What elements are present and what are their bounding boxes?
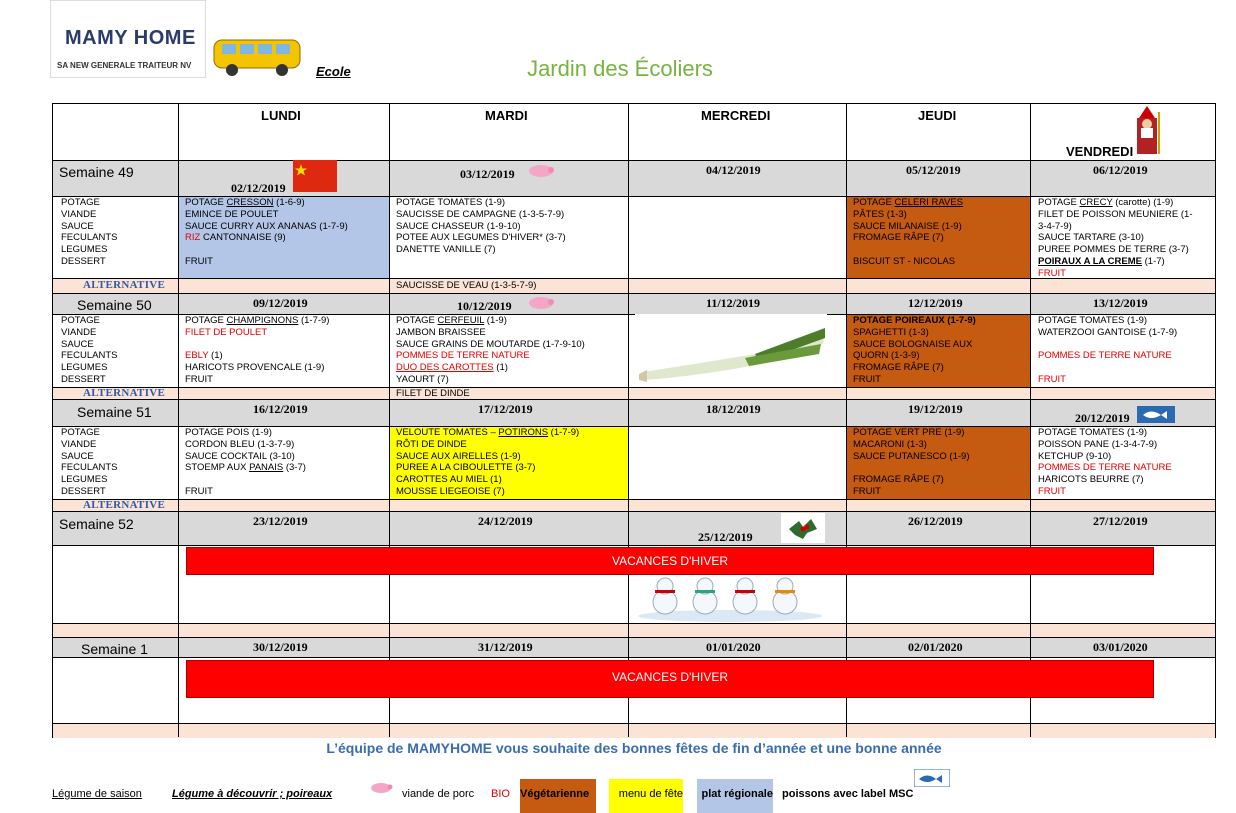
category-list-w50: POTAGE VIANDE SAUCE FECULANTS LEGUMES DESSERT <box>61 315 118 385</box>
legend-pork: viande de porc <box>402 788 475 800</box>
msc-label-icon <box>914 769 950 787</box>
leek-image <box>635 314 827 386</box>
week-label-49: Semaine 49 <box>59 164 134 180</box>
spacer-row-w1 <box>53 723 1215 738</box>
date-w51-mardi: 17/12/2019 <box>478 402 533 416</box>
date-w49-vendredi: 06/12/2019 <box>1093 163 1148 177</box>
day-header-jeudi: JEUDI <box>918 108 957 123</box>
menu-w49-jeudi: POTAGE CELERI RAVES PÂTES (1-3) SAUCE MILANAISE (1-9) FROMAGE RÂPE (7) BISCUIT ST - NICOLAS <box>853 197 963 267</box>
menu-w50-jeudi: POTAGE POIREAUX (1-7-9) SPAGHETTI (1-3) SAUCE BOLOGNAISE AUX QUORN (1-3-9) FROMAGE RÂPE (7) FRUIT <box>853 315 976 385</box>
legend-regional: plat régionale <box>697 779 773 813</box>
date-w50-vendredi: 13/12/2019 <box>1093 296 1148 310</box>
mamyhome-logo <box>50 0 206 78</box>
date-w52-jeudi: 26/12/2019 <box>908 514 963 528</box>
date-w1-jeudi: 02/01/2020 <box>908 640 963 654</box>
date-w52-mardi: 24/12/2019 <box>478 514 533 528</box>
holiday-banner-w1: VACANCES D'HIVER <box>186 660 1154 698</box>
date-w52-vendredi: 27/12/2019 <box>1093 514 1148 528</box>
date-w52-lundi: 23/12/2019 <box>253 514 308 528</box>
date-w49-mardi: 03/12/2019 <box>460 167 515 181</box>
date-w49-lundi: 02/12/2019 <box>231 181 286 195</box>
category-list-w49: POTAGE VIANDE SAUCE FECULANTS LEGUMES DESSERT <box>61 197 118 267</box>
date-w51-mercredi: 18/12/2019 <box>706 402 761 416</box>
date-w52-mercredi: 25/12/2019 <box>698 530 753 544</box>
menu-w50-vendredi: POTAGE TOMATES (1-9) WATERZOOI GANTOISE (1-7-9) POMMES DE TERRE NATURE FRUIT <box>1038 315 1178 385</box>
day-header-lundi: LUNDI <box>261 108 301 123</box>
menu-w49-lundi: POTAGE CRESSON (1-6-9) EMINCE DE POULET SAUCE CURRY AUX ANANAS (1-7-9) RIZ CANTONNAISE (9) FRUIT <box>185 197 348 267</box>
menu-table <box>52 103 1216 738</box>
date-row-w51 <box>53 399 1215 426</box>
msc-label-icon <box>1137 406 1175 423</box>
date-row-w52 <box>53 511 1215 545</box>
date-w50-jeudi: 12/12/2019 <box>908 296 963 310</box>
date-w49-mercredi: 04/12/2019 <box>706 163 761 177</box>
date-w50-lundi: 09/12/2019 <box>253 296 308 310</box>
week-label-51: Semaine 51 <box>77 404 152 420</box>
date-w51-vendredi: 20/12/2019 <box>1075 411 1130 425</box>
school-label: Ecole <box>316 64 351 79</box>
alt-row-w51 <box>53 499 1215 511</box>
date-w50-mardi: 10/12/2019 <box>457 299 512 313</box>
date-w1-vendredi: 03/01/2020 <box>1093 640 1148 654</box>
alt-row-w49 <box>53 278 1215 293</box>
date-row-w49 <box>53 160 1215 196</box>
school-bus-icon <box>210 34 306 78</box>
day-header-vendredi: VENDREDI <box>1066 144 1134 159</box>
season-greeting: L’équipe de MAMYHOME vous souhaite des bonnes fêtes de fin d’année et une bonne année <box>326 740 942 756</box>
menu-w51-mardi: VELOUTE TOMATES – POTIRONS (1-7-9) RÔTI DE DINDE SAUCE AUX AIRELLES (1-9) PUREE A LA CIBOULETTE (3-7) CAROTTES AU MIEL (1) MOUSSE LIEGEOISE (7) <box>396 427 580 497</box>
week-label-52: Semaine 52 <box>59 516 134 532</box>
spacer-row-w52 <box>53 623 1215 637</box>
legend-seasonal-vegetable: Légume de saison <box>52 788 142 800</box>
china-flag-icon <box>293 160 337 192</box>
legend-festive: menu de fête <box>609 779 683 813</box>
category-list-w51: POTAGE VIANDE SAUCE FECULANTS LEGUMES DESSERT <box>61 427 118 497</box>
alternative-w50: FILET DE DINDE <box>396 388 470 399</box>
legend-discover-vegetable: Légume à découvrir ; poireaux <box>172 788 333 800</box>
menu-w49-vendredi: POTAGE CRECY (carotte) (1-9) FILET DE POISSON MEUNIERE (1- 3-4-7-9) SAUCE TARTARE (3-10) PUREE POMMES DE TERRE (3-7) POIRAUX A LA CREME (1-7) FRUIT <box>1038 197 1193 279</box>
page-title: Jardin des Écoliers <box>527 56 713 81</box>
alternative-label-w49: ALTERNATIVE <box>83 279 166 291</box>
date-w1-mercredi: 01/01/2020 <box>706 640 761 654</box>
menu-w51-jeudi: POTAGE VERT PRE (1-9) MACARONI (1-3) SAUCE PUTANESCO (1-9) FROMAGE RÂPE (7) FRUIT <box>853 427 970 497</box>
date-w50-mercredi: 11/12/2019 <box>706 296 761 310</box>
legend-vegetarian: Végétarienne <box>520 779 596 813</box>
logo-name: MAMY HOME <box>65 27 196 49</box>
week-label-1: Semaine 1 <box>81 641 148 657</box>
week-label-50: Semaine 50 <box>77 297 152 313</box>
pig-icon <box>525 162 557 178</box>
date-w51-lundi: 16/12/2019 <box>253 402 308 416</box>
logo-subtitle: SA NEW GENERALE TRAITEUR NV <box>57 61 192 70</box>
legend-bio: BIO <box>491 788 510 800</box>
saint-nicolas-icon <box>1129 104 1165 156</box>
holiday-banner-w52: VACANCES D'HIVER <box>186 547 1154 575</box>
day-header-mardi: MARDI <box>485 108 528 123</box>
menu-w49-mardi: POTAGE TOMATES (1-9) SAUCISSE DE CAMPAGNE (1-3-5-7-9) SAUCE CHASSEUR (1-9-10) POTEE AUX LEGUMES D'HIVER* (3-7) DANETTE VANILLE (7) <box>396 197 566 256</box>
alternative-label-w50: ALTERNATIVE <box>83 387 166 399</box>
date-w51-jeudi: 19/12/2019 <box>908 402 963 416</box>
holly-icon <box>781 513 825 543</box>
pig-icon <box>525 294 557 310</box>
date-w1-lundi: 30/12/2019 <box>253 640 308 654</box>
legend-msc: poissons avec label MSC <box>782 788 914 800</box>
menu-w50-lundi: POTAGE CHAMPIGNONS (1-7-9) FILET DE POULET EBLY (1) HARICOTS PROVENCALE (1-9) FRUIT <box>185 315 330 385</box>
date-w49-jeudi: 05/12/2019 <box>906 163 961 177</box>
date-row-w50 <box>53 293 1215 314</box>
menu-w51-vendredi: POTAGE TOMATES (1-9) POISSON PANE (1-3-4-7-9) KETCHUP (9-10) POMMES DE TERRE NATURE HARICOTS BEURRE (7) FRUIT <box>1038 427 1172 497</box>
menu-w50-mardi: POTAGE CERFEUIL (1-9) JAMBON BRAISSEE SAUCE GRAINS DE MOUTARDE (1-7-9-10) POMMES DE TERRE NATURE DUO DES CAROTTES (1) YAOURT (7) <box>396 315 585 385</box>
alternative-w49: SAUCISSE DE VEAU (1-3-5-7-9) <box>396 280 537 291</box>
menu-w51-lundi: POTAGE POIS (1-9) CORDON BLEU (1-3-7-9) SAUCE COCKTAIL (3-10) STOEMP AUX PANAIS (3-7) FRUIT <box>185 427 306 497</box>
day-header-mercredi: MERCREDI <box>701 108 771 123</box>
date-w1-mardi: 31/12/2019 <box>478 640 533 654</box>
alt-row-w50 <box>53 387 1215 399</box>
pig-icon <box>368 780 394 794</box>
date-row-w1 <box>53 637 1215 657</box>
alternative-label-w51: ALTERNATIVE <box>83 499 166 511</box>
